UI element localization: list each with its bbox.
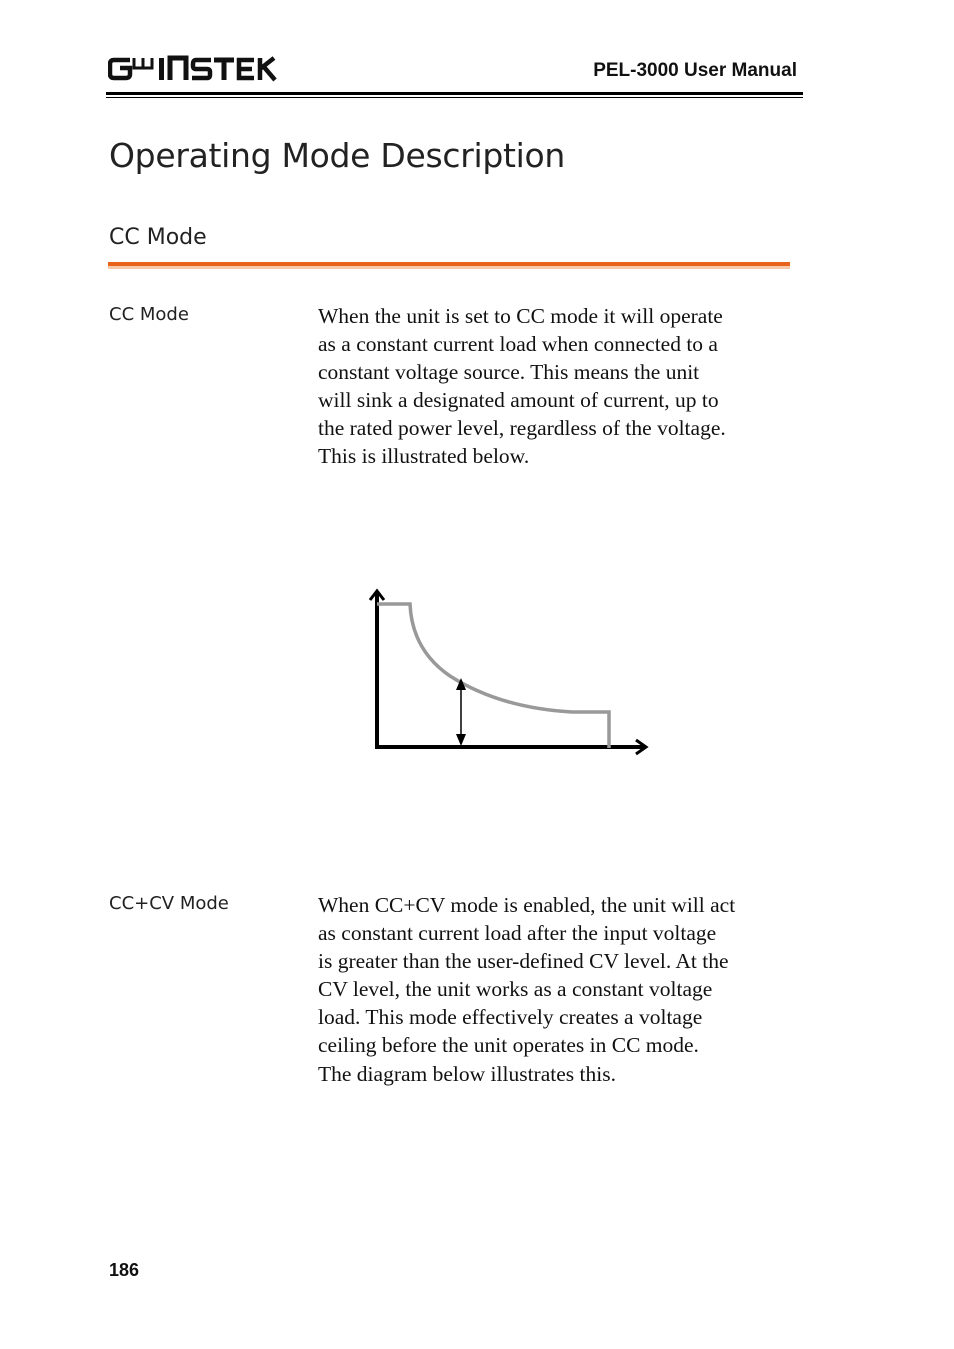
text-line: will sink a designated amount of current, up to — [318, 388, 719, 413]
header-rule-thin — [106, 97, 803, 98]
cc-mode-diagram — [360, 580, 660, 765]
text-line: load. This mode effectively creates a voltage — [318, 1005, 703, 1030]
text-line: When CC+CV mode is enabled, the unit will act — [318, 893, 736, 917]
cc-mode-description — [318, 302, 808, 471]
text-line: is greater than the user-defined CV level. At the — [318, 949, 729, 974]
cc-mode-label: CC Mode — [109, 304, 189, 325]
text-line: When the unit is set to CC mode it will operate — [318, 304, 723, 328]
load-curve — [377, 604, 609, 748]
gw-instek-logo — [108, 54, 278, 84]
text-line: as constant current load after the input voltage — [318, 921, 717, 946]
page-number: 186 — [109, 1260, 140, 1280]
text-line: as a constant current load when connected to a — [318, 332, 718, 357]
text-line: ceiling before the unit operates in CC mode. — [318, 1033, 699, 1058]
current-indicator-arrow-down — [456, 734, 466, 746]
text-line: constant voltage source. This means the unit — [318, 360, 700, 385]
section-rule-shadow — [108, 266, 790, 269]
page-title: Operating Mode Description — [109, 136, 566, 175]
cc-cv-mode-label: CC+CV Mode — [109, 893, 229, 914]
text-line: This is illustrated below. — [318, 444, 530, 469]
header-rule — [106, 92, 803, 95]
text-line: CV level, the unit works as a constant voltage — [318, 977, 713, 1002]
text-line: The diagram below illustrates this. — [318, 1061, 616, 1086]
manual-title: PEL-3000 User Manual — [593, 60, 797, 81]
text-line: the rated power level, regardless of the voltage. — [318, 416, 726, 441]
section-title: CC Mode — [109, 225, 207, 250]
cc-cv-mode-description — [318, 891, 808, 1088]
